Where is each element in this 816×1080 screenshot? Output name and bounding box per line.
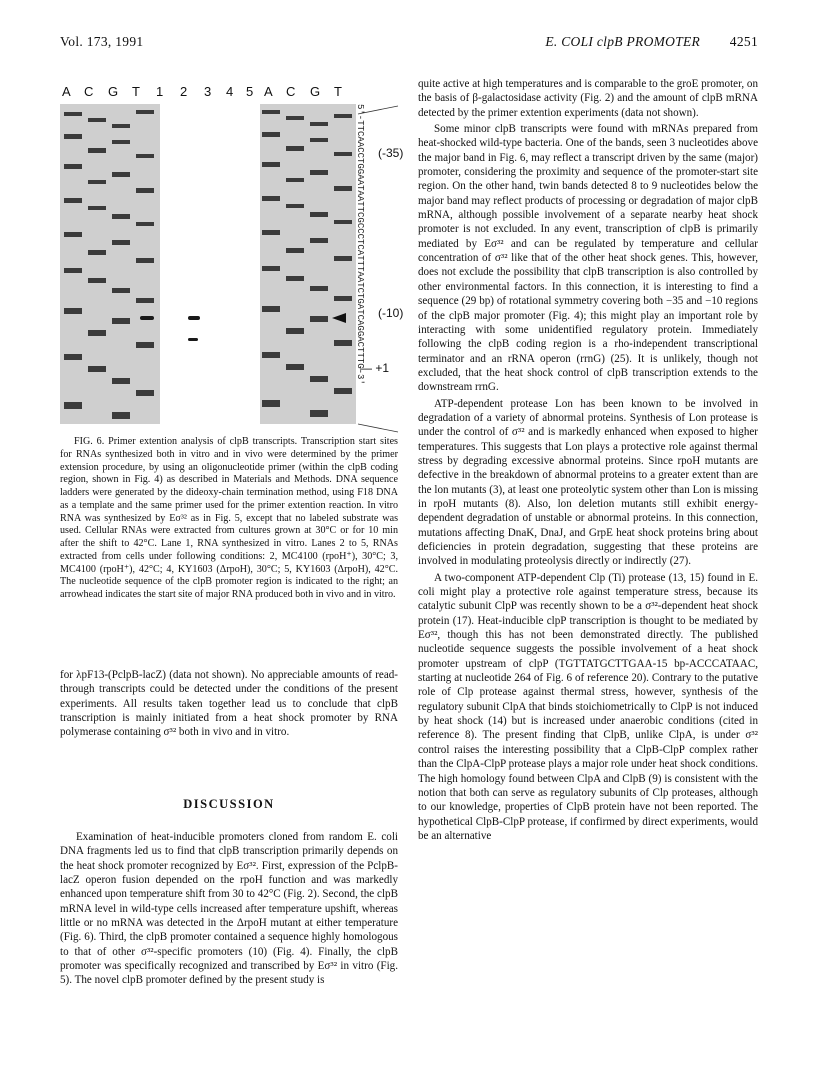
running-header-right xyxy=(545,34,758,50)
left-column-continuation xyxy=(60,668,398,740)
paragraph: A two-component ATP-dependent Clp (Ti) protease (13, 15) found in E. coli might play a protective role against temperature stress, because its catalytic subunit ClpP was recently shown to be a σ³²-dependent heat shock protein (17). Heat-inducible clpP transcription is thought to be mediated by Eσ³², though this has not been demonstrated directly. The published nucleotide sequence suggests the possible involvement of a heat shock promoter upstream of clpP (TGTTATGCTTGAA-15 bp-ACCCATAAC, starting at nucleotide 264 of Fig. 6 of reference 20). Contrary to the putative role of Clp protease against thermal stress, however, synthesis of the regulatory subunit ClpA that binds stoichiometrically to ClpP is not induced by heat shock (14) but is increased under anaerobic conditions (cited in reference 8). The present finding that ClpB, unlike ClpA, is under σ³² control raises the interesting possibility that a ClpB-ClpP complex rather than the ClpA-ClpP protease plays a major role under heat shock conditions. The high homology found between ClpA and ClpB (9) is consistent with the notion that both can serve as regulatory subunits of Clp proteases, although to our knowledge, properties of ClpB protein have not been reported. The hypothetical ClpB-ClpP protease, if confirmed by direct experiments, would be an alternative xyxy=(418,571,758,842)
paragraph: for λpF13-(PclpB-lacZ) (data not shown). No appreciable amounts of read-through transcripts could be detected under the conditions of the present experiments. All results taken together lead us to conclude that clpB transcription is mainly initiated from a heat shock promoter by RNA polymerase containing σ³² both in vivo and in vitro. xyxy=(60,669,398,739)
lane-label: T xyxy=(334,84,342,99)
lane-label: 3 xyxy=(204,84,212,99)
lane-label: 1 xyxy=(156,84,164,99)
lane-label: 2 xyxy=(180,84,188,99)
running-header-volume: Vol. 173, 1991 xyxy=(60,34,144,49)
paragraph: quite active at high temperatures and is comparable to the groE promoter, on the basis of β-galactosidase activity (Fig. 2) and the amount of clpB mRNA detected by the primer extention experiments (data not shown). xyxy=(418,78,758,119)
running-title: E. COLI clpB PROMOTER xyxy=(545,34,701,49)
minus35-label: (-35) xyxy=(378,146,404,160)
caption-text: FIG. 6. Primer extention analysis of clpB transcripts. Transcription start sites for RNAs synthesized both in vitro and in vivo were determined by the primer extension procedure, by using an oligonucleotide primer (within the clpB coding region, shown in Fig. 4) as described in Materials and Methods. DNA sequence ladders were generated by the dideoxy-chain termination method, using F18 DNA as a template and the same primer used for the primer extention reaction. In vitro RNA was synthesized by Eσ³² as in Fig. 5, except that no labeled substrate was used. Cellular RNAs were extracted from cultures grown at 30°C or for 10 min after the shift to 42°C. Lane 1, RNA synthesized in vitro. Lanes 2 to 5, RNAs extracted from cells under following conditions: 2, MC4100 (rpoH⁺), 30°C; 3, MC4100 (rpoH⁺), 42°C; 4, KY1603 (ΔrpoH), 30°C; 5, KY1603 (ΔrpoH), 42°C. The nucleotide sequence of the clpB promoter region is indicated to the right; an arrowhead indicates the start site of major RNA produced both in vivo and in vitro. xyxy=(60,436,398,600)
band-lane-3-minor xyxy=(188,338,198,341)
lane-label: A xyxy=(62,84,71,99)
paragraph: Examination of heat-inducible promoters cloned from random E. coli DNA fragments led us to find that clpB transcription primarily depends on the heat shock promoter recognized by Eσ³². First, expression of the PclpB-lacZ operon fusion depended on the rpoH function and was markedly enhanced upon temperature shift from 30 to 42°C (Fig. 2). Second, the clpB mRNA level in wild-type cells increased after temperature upshift, whereas little or no mRNA was detected in the ΔrpoH mutant at either temperature (Fig. 6). Third, the clpB promoter contained a sequence highly homologous to that of other σ³²-specific promoters (10) (Fig. 4). Finally, the clpB promoter was specifically recognized and transcribed by Eσ³² in vitro (Fig. 5). The novel clpB promoter defined by the present study is xyxy=(60,831,398,987)
figure-6-caption xyxy=(60,436,398,602)
sequence-ladder-right xyxy=(260,104,356,424)
lane-label: 4 xyxy=(226,84,234,99)
paragraph: ATP-dependent protease Lon has been known to be involved in degradation of a variety of abnormal proteins. Synthesis of Lon protease is under the control of σ³² and is markedly enhanced when exposed to higher temperatures. This suggests that Lon plays a protective role against thermal stress by degrading excessive abnormal proteins. Since rpoH mutants are defective in the breakdown of abnormal proteins to a greater extent than are the lon mutants (3), at least one proteolytic system other than Lon is missing in rpoH mutants (8). Also, lon deletion mutants still exhibit energy-dependent degradation of unstable or abnormal proteins. In this connection, mutations affecting DnaK, DnaJ, and GrpE heat shock proteins bring about deficiencies in protein degradation, suggesting that these proteins are involved in modulating proteolysis directly or indirectly (27). xyxy=(418,397,758,568)
discussion-heading: DISCUSSION xyxy=(183,797,275,811)
lane-label: T xyxy=(132,84,140,99)
promoter-sequence: 5'-TTCAACCTGGAATAATTCGCCCTCATTTAATCTGATCAGGACTTTG-3' xyxy=(355,104,365,385)
lane-label: 5 xyxy=(246,84,254,99)
discussion-body xyxy=(60,830,398,988)
right-column xyxy=(418,77,758,843)
lane-label: C xyxy=(286,84,296,99)
figure-6-gel xyxy=(60,84,404,429)
band-lane-3 xyxy=(188,316,200,320)
band-lane-1 xyxy=(140,316,154,320)
lane-label: G xyxy=(310,84,321,99)
page-number: 4251 xyxy=(729,34,758,49)
start-site-arrowhead xyxy=(332,313,346,323)
lane-label: A xyxy=(264,84,273,99)
sequence-ladder-left xyxy=(60,104,160,424)
plus1-label: — +1 xyxy=(360,361,390,375)
paragraph: Some minor clpB transcripts were found with mRNAs prepared from heat-shocked wild-type bacteria. One of the bands, seen 3 nucleotides above the major band in Fig. 6, may reflect a transcript driven by the same (major) promoter, considering the proximity and sequence of the promoter-start site region. On the other hand, twin bands detected 8 to 9 nucleotides below the major band may reflect products of processing or degradation of major clpB mRNA, although possible involvement of a separate nearby heat shock promoter is not excluded. In any event, transcription of clpB is primarily mediated by Eσ³² and can be regulated by temperature and cellular concentration of σ³² like that of the other heat shock genes. This, however, does not exclude the possibility that clpB transcription is also controlled by other environmental factors. In this connection, it is interesting to find a sequence (29 bp) of rotational symmetry covering both −35 and −10 regions of the clpB major promoter (Fig. 4); this might play an important role by interacting with some unidentified regulatory protein. Immediately following the clpB coding region is a rho-independent transcriptional terminator and an rRNA operon (rrnG) (25). It is unlikely, though not excluded, that the heat shock control of clpB transcription extends to the downstream rrnG. xyxy=(418,123,758,394)
minus10-label: (-10) xyxy=(378,306,404,320)
lane-label: C xyxy=(84,84,94,99)
lane-label: G xyxy=(108,84,119,99)
